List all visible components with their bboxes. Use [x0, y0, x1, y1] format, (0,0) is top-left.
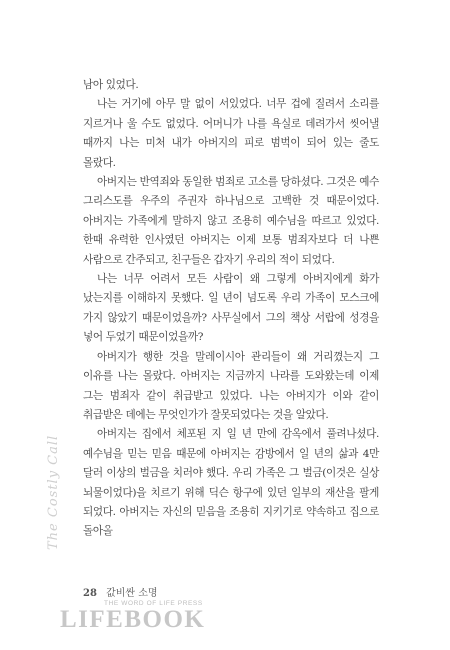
publisher-watermark — [60, 600, 220, 633]
publisher-logo-text: LIFEBOOK — [60, 606, 206, 633]
paragraph: 나는 너무 어려서 모든 사람이 왜 그렇게 아버지에게 화가 났는지를 이해하지 못했다. 일 년이 넘도록 우리 가족이 모스크에 가지 않았기 때문이었을까? 사무실에서 그의 책상 서랍에 성경을 넣어 두었기 때문이었을까? — [83, 273, 379, 344]
page-number: 28 — [83, 588, 97, 599]
page-footer — [83, 584, 158, 599]
running-title: 값비싼 소명 — [106, 588, 158, 599]
body-text — [83, 76, 379, 542]
watermark-script-text: The Costly Call — [46, 434, 61, 550]
paragraph: 아버지가 행한 것을 말레이시아 관리들이 왜 거리꼈는지 그 이유를 나는 몰랐다. 아버지는 지금까지 나라를 도와왔는데 이제 그는 범죄자 같이 취급받고 있었다. 나는 아버지가 이와 같이 취급받은 데에는 무엇인가가 잘못되었다는 것을 알았다. — [83, 350, 379, 421]
paragraph-continuation: 남아 있었다. — [83, 79, 139, 91]
publisher-subtitle: THE WORD OF LIFE PRESS — [104, 600, 203, 607]
paragraph: 아버지는 반역죄와 동일한 범죄로 고소를 당하셨다. 그것은 예수 그리스도를 우주의 주권자 하나님으로 고백한 것 때문이었다. 아버지는 가족에게 말하지 않고 조용히 예수님을 따르고 있었다. 한때 유력한 인사였던 아버지는 이제 보통 범죄자보다 더 나쁜 사람으로 간주되고, 친구들은 갑자기 우리의 적이 되었다. — [83, 176, 379, 266]
paragraph: 나는 거기에 아무 말 없이 서있었다. 너무 겁에 질려서 소리를 지르거나 울 수도 없었다. 어머니가 나를 욕실로 데려가서 씻어낼 때까지 나는 미처 내가 아버지의 피로 범벅이 되어 있는 줄도 몰랐다. — [83, 98, 379, 169]
paragraph: 아버지는 집에서 체포된 지 일 년 만에 감옥에서 풀려나셨다. 예수님을 믿는 믿음 때문에 아버지는 감방에서 일 년의 삶과 4만 달러 이상의 벌금을 치러야 했다. 우리 가족은 그 벌금(이것은 실상 뇌물이었다)을 치르기 위해 딕슨 항구에 있던 일부의 재산을 팔게 되었다. 아버지는 자신의 믿음을 조용히 지키기로 약속하고 집으로 돌아올 — [83, 428, 379, 538]
